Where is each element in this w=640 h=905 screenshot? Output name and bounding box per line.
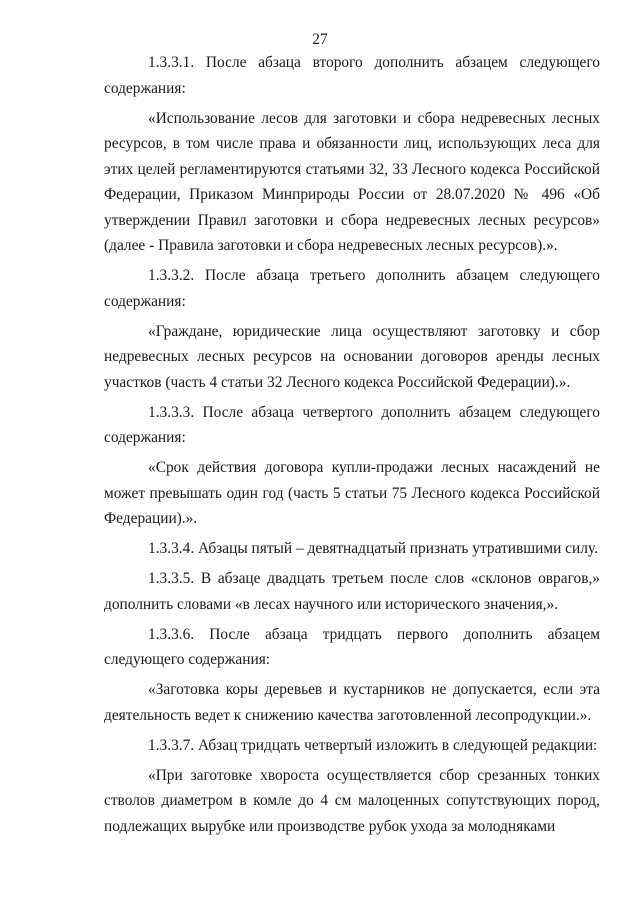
quoted-paragraph: «Использование лесов для заготовки и сбора недревесных лесных ресурсов, в том числе права и обязанности лиц, использующих леса для этих целей регламентируются статьями 32, 33 Лесного кодекса Российской Федерации, Приказом Минприроды России от 28.07.2020 № 496 «Об утверждении Правил заготовки и сбора недревесных лесных ресурсов» (далее - Правила заготовки и сбора недревесных лесных ресурсов).». — [104, 109, 600, 254]
document-body — [104, 50, 600, 839]
paragraph-1-3-3-7: 1.3.3.7. Абзац тридцать четвертый изложить в следующей редакции: — [148, 736, 598, 754]
paragraph-1-3-3-6: 1.3.3.6. После абзаца тридцать первого дополнить абзацем следующего содержания: — [104, 625, 600, 668]
paragraph-1-3-3-2: 1.3.3.2. После абзаца третьего дополнить абзацем следующего содержания: — [104, 267, 600, 310]
quoted-paragraph: «Граждане, юридические лица осуществляют заготовку и сбор недревесных лесных ресурсов на основании договоров аренды лесных участков (часть 4 статьи 32 Лесного кодекса Российской Федерации).». — [104, 322, 600, 391]
quoted-paragraph: «Заготовка коры деревьев и кустарников не допускается, если эта деятельность ведет к снижению качества заготовленной лесопродукции.». — [104, 681, 600, 724]
quoted-paragraph: «Срок действия договора купли-продажи лесных насаждений не может превышать один год (часть 5 статьи 75 Лесного кодекса Российской Федерации).». — [104, 459, 600, 527]
paragraph-1-3-3-1: 1.3.3.1. После абзаца второго дополнить абзацем следующего содержания: — [104, 54, 600, 97]
quoted-paragraph: «При заготовке хвороста осуществляется сбор срезанных тонких стволов диаметром в комле до 4 см малоценных сопутствующих пород, подлежащих вырубке или производстве рубок ухода за молодняками — [104, 766, 600, 835]
paragraph-1-3-3-5: 1.3.3.5. В абзаце двадцать третьем после слов «склонов оврагов,» дополнить словами «в лесах научного или исторического значения,». — [104, 570, 600, 613]
paragraph-1-3-3-4: 1.3.3.4. Абзацы пятый – девятнадцатый признать утратившими силу. — [148, 540, 598, 557]
paragraph-1-3-3-3: 1.3.3.3. После абзаца четвертого дополнить абзацем следующего содержания: — [104, 403, 600, 446]
page-number: 27 — [312, 31, 328, 48]
